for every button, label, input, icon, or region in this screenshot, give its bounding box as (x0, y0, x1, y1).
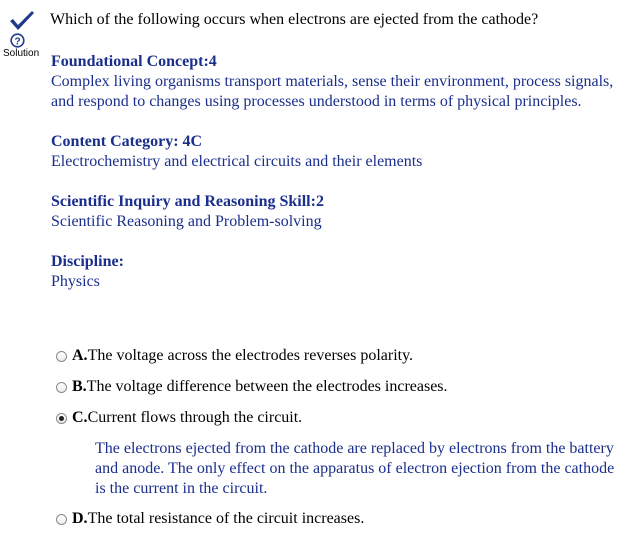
foundational-concept (51, 52, 616, 112)
foundational-concept-heading: Foundational Concept:4 (51, 53, 217, 70)
option-b-letter: B. (72, 378, 87, 395)
option-c-explanation: The electrons ejected from the cathode are replaced by electrons from the battery and anode. The only effect on the apparatus of electron ejection from the cathode is the current in the circuit. (95, 440, 615, 497)
discipline (51, 252, 616, 292)
svg-text:?: ? (14, 36, 21, 48)
solution-metadata (51, 52, 616, 312)
option-a[interactable] (56, 346, 621, 366)
option-c-radio[interactable] (56, 413, 67, 424)
option-c[interactable] (56, 408, 621, 428)
content-category-heading: Content Category: 4C (51, 133, 203, 150)
solution-label[interactable]: Solution (3, 48, 40, 59)
option-b[interactable] (56, 377, 621, 397)
foundational-concept-text: Complex living organisms transport materials, sense their environment, process signals, and respond to changes using processes understood in terms of physical principles. (51, 73, 614, 110)
option-b-text: The voltage difference between the electrodes increases. (86, 378, 448, 395)
discipline-text: Physics (51, 273, 100, 290)
discipline-heading: Discipline: (51, 253, 124, 270)
option-d[interactable] (56, 509, 621, 529)
option-d-letter: D. (72, 510, 88, 527)
answer-options (56, 346, 621, 540)
content-category (51, 132, 616, 172)
checkmark-icon (8, 10, 36, 32)
option-a-text: The voltage across the electrodes reverses polarity. (87, 347, 414, 364)
question-text: Which of the following occurs when electrons are ejected from the cathode? (50, 11, 539, 28)
option-a-radio[interactable] (56, 351, 67, 362)
question-circle-icon[interactable] (10, 33, 25, 48)
option-d-radio[interactable] (56, 514, 67, 525)
reasoning-skill-text: Scientific Reasoning and Problem-solving (51, 213, 322, 230)
option-d-text: The total resistance of the circuit increases. (87, 510, 365, 527)
option-b-radio[interactable] (56, 382, 67, 393)
option-c-letter: C. (72, 409, 88, 426)
content-category-text: Electrochemistry and electrical circuits and their elements (51, 153, 423, 170)
option-c-text: Current flows through the circuit. (87, 409, 303, 426)
reasoning-skill-heading: Scientific Inquiry and Reasoning Skill:2 (51, 193, 324, 210)
option-a-letter: A. (72, 347, 88, 364)
reasoning-skill (51, 192, 616, 232)
